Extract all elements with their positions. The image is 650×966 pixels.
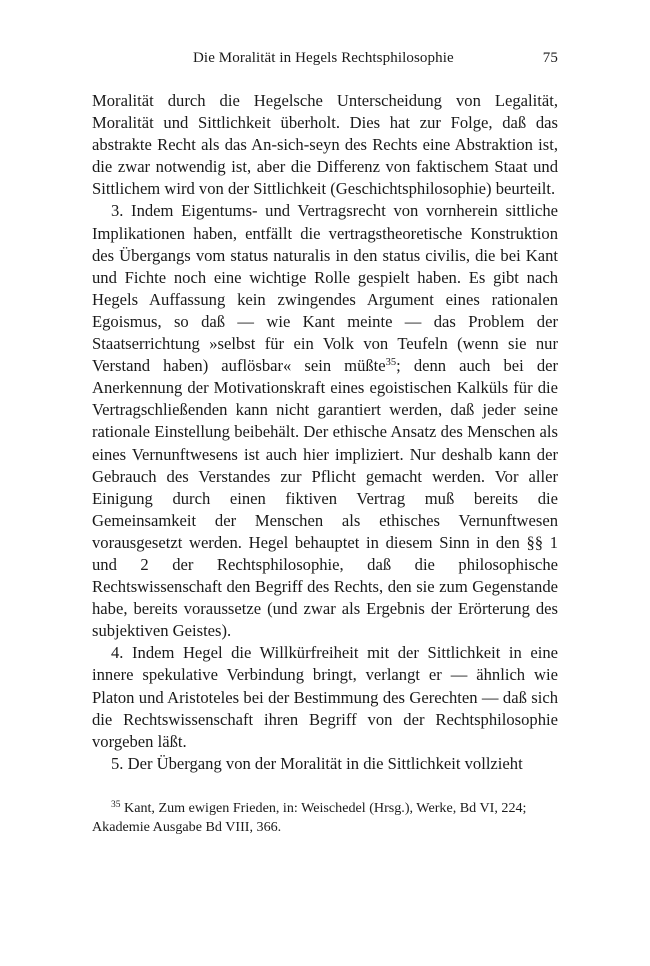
- footnote-number: 35: [111, 800, 121, 810]
- paragraph-3-text-a: 3. Indem Eigentums- und Vertragsrecht von vornherein sittliche Implikationen haben, entfällt die vertragstheoretische Konstruktion des Übergangs vom status naturalis in den status civilis, die bei Kant und Fichte noch eine wichtige Rolle gespielt haben. Es gibt nach Hegels Auffassung kein zwingendes Argument eines rationalen Egoismus, so daß — wie Kant meinte — das Problem der Staatserrichtung »selbst für ein Volk von Teufeln (wenn sie nur Verstand haben) auflösbar« sein müßte: [92, 201, 558, 376]
- paragraph-4: 4. Indem Hegel die Willkürfreiheit mit der Sittlichkeit in eine innere spekulative Verbindung bringt, verlangt er — ähnlich wie Platon und Aristoteles bei der Bestimmung des Gerechten — daß sich die Rechtswissenschaft ihren Begriff von der Rechtsphilosophie vorgeben läßt.: [92, 643, 558, 751]
- body-text: [92, 90, 558, 775]
- page-number: 75: [542, 50, 558, 66]
- paragraph-3: [92, 200, 558, 642]
- running-head-title: Die Moralität in Hegels Rechtsphilosophie: [193, 50, 454, 66]
- footnote-text: Kant, Zum ewigen Frieden, in: Weischedel (Hrsg.), Werke, Bd VI, 224; Akademie Ausgabe Bd VIII, 366.: [92, 800, 527, 835]
- footnote: [92, 799, 558, 836]
- paragraph-3-text-b: ; denn auch bei der Anerkennung der Motivationskraft eines egoistischen Kalküls für die Vertragschließenden kann nicht garantiert werden, daß jeder seine rationale Einstellung beibehält. Der ethische Ansatz des Menschen als eines Vernunftwesens ist auch hier impliziert. Nur deshalb kann der Gebrauch des Verstandes zur Pflicht gemacht werden. Vor aller Einigung durch einen fiktiven Vertrag muß bereits die Gemeinsamkeit der Menschen als ethisches Vernunftwesen vorausgesetzt werden. Hegel behauptet in diesem Sinn in den §§ 1 und 2 der Rechtsphilosophie, daß die philosophische Rechtswissenschaft den Begriff des Rechts, den sie zum Gegenstande habe, bereits voraussetze (und zwar als Ergebnis der Erörterung des subjektiven Geistes).: [92, 356, 559, 641]
- footnote-area: [92, 799, 558, 836]
- paragraph-5: 5. Der Übergang von der Moralität in die Sittlichkeit vollzieht: [111, 753, 523, 773]
- running-head: [92, 50, 558, 72]
- paragraph-continuation: Moralität durch die Hegelsche Unterscheidung von Legalität, Moralität und Sittlichkeit überholt. Dies hat zur Folge, daß das abstrakte Recht als das An-sich-seyn des Rechts eine Abstraktion ist, die zwar notwendig ist, aber die Differenz von faktischem Staat und Sittlichem wird von der Sittlichkeit (Geschichtsphilosophie) beurteilt.: [92, 91, 558, 199]
- footnote-reference: 35: [385, 357, 397, 369]
